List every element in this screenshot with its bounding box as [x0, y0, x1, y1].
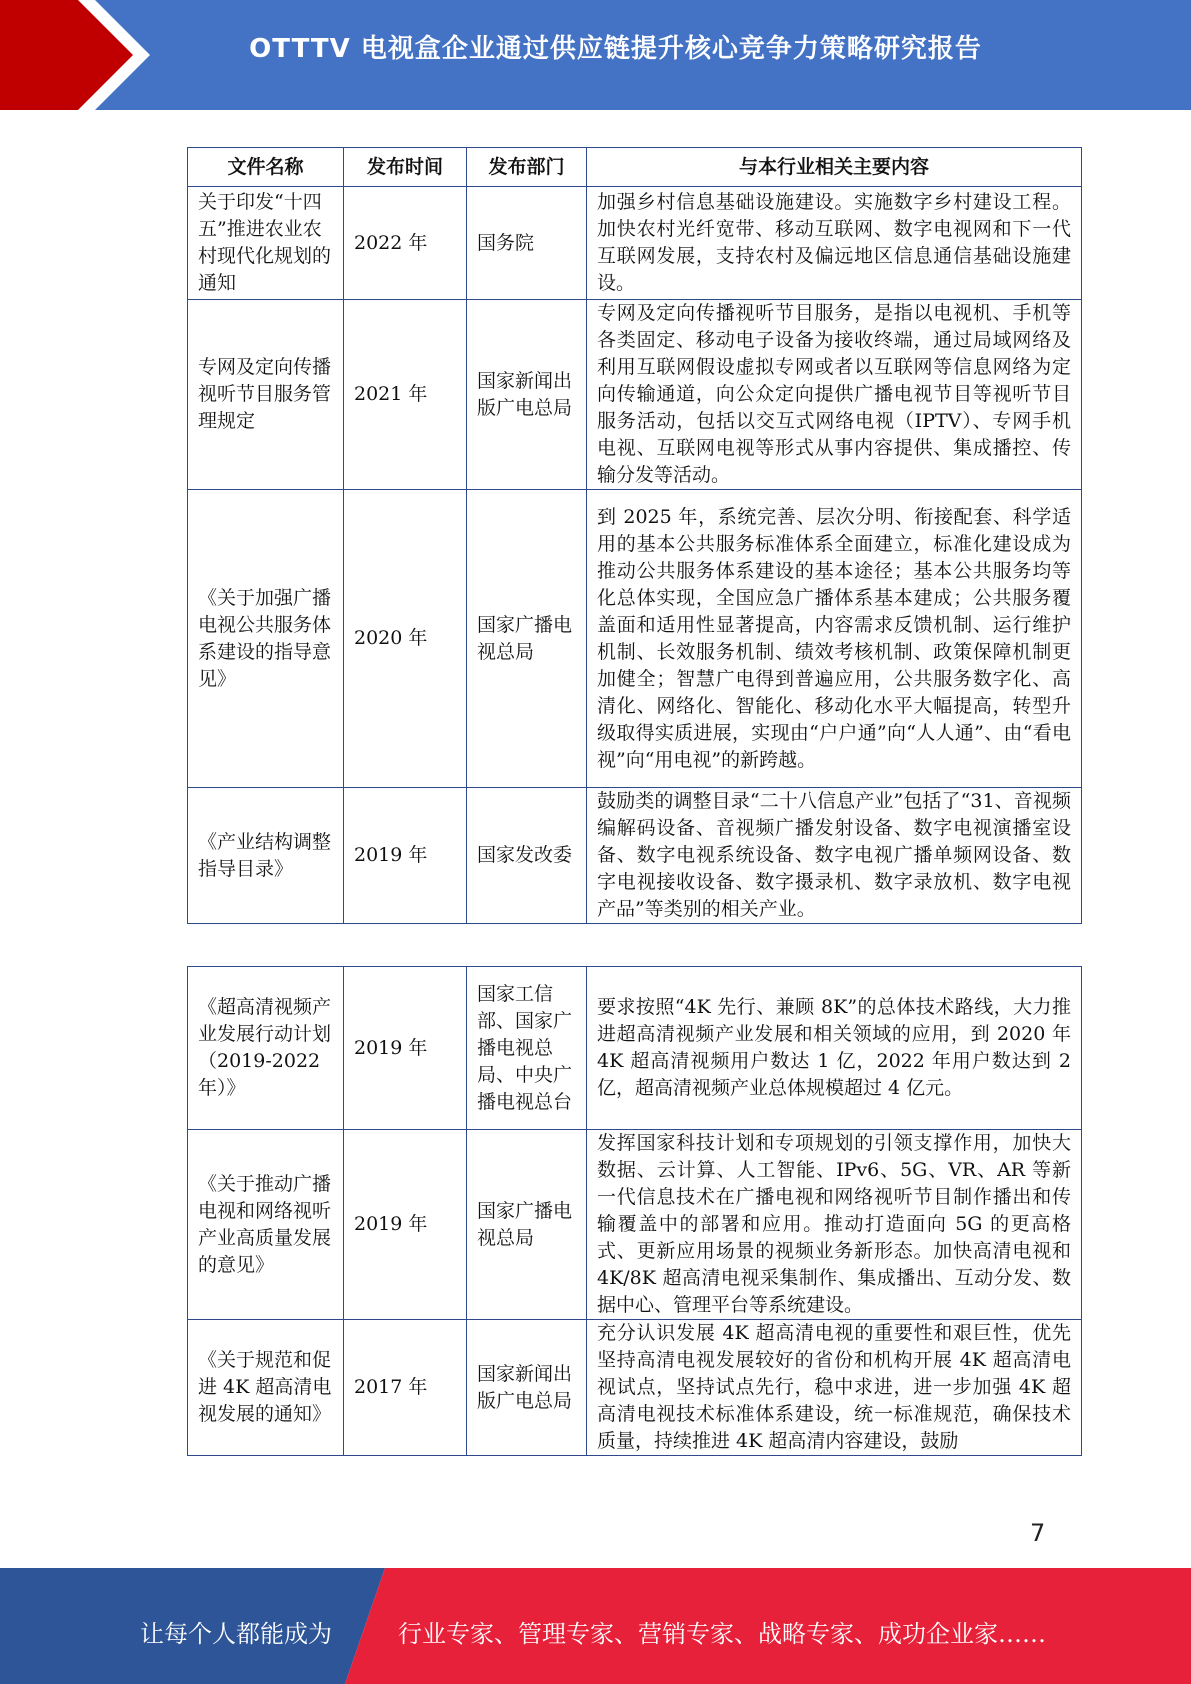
table-row: [188, 1130, 1082, 1320]
column-header-dept: 发布部门: [467, 148, 587, 187]
cell-content: 鼓励类的调整目录“二十八信息产业”包括了“31、音视频编解码设备、音视频广播发射设备、数字电视演播室设备、数字电视系统设备、数字电视广播单频网设备、数字电视接收设备、数字摄录机、数字录放机、数字电视产品”等类别的相关产业。: [587, 788, 1082, 924]
column-header-content: 与本行业相关主要内容: [587, 148, 1082, 187]
cell-year: 2019 年: [344, 967, 467, 1130]
cell-year: 2017 年: [344, 1320, 467, 1456]
cell-name: 《关于加强广播电视公共服务体系建设的指导意见》: [188, 490, 344, 788]
policy-table-part-2: [187, 966, 1082, 1456]
cell-name: 《关于推动广播电视和网络视听产业高质量发展的意见》: [188, 1130, 344, 1320]
table-row: [188, 187, 1082, 300]
table-row: [188, 490, 1082, 788]
cell-year: 2019 年: [344, 788, 467, 924]
footer-slogan-left: 让每个人都能成为: [140, 1620, 332, 1648]
column-header-name: 文件名称: [188, 148, 344, 187]
report-title: OTTTV 电视盒企业通过供应链提升核心竞争力策略研究报告: [249, 34, 982, 64]
cell-dept: 国务院: [467, 187, 587, 300]
policy-table-part-1: [187, 147, 1082, 924]
cell-name: 专网及定向传播视听节目服务管理规定: [188, 300, 344, 490]
footer-slogan-right: 行业专家、管理专家、营销专家、战略专家、成功企业家……: [398, 1620, 1046, 1648]
cell-year: 2020 年: [344, 490, 467, 788]
cell-dept: 国家工信部、国家广播电视总局、中央广播电视总台: [467, 967, 587, 1130]
cell-content: 发挥国家科技计划和专项规划的引领支撑作用，加快大数据、云计算、人工智能、IPv6、5G、VR、AR 等新一代信息技术在广播电视和网络视听节目制作播出和传输覆盖中的部署和应用。推动打造面向 5G 的更高格式、更新应用场景的视频业务新形态。加快高清电视和 4K/8K 超高清电视采集制作、集成播出、互动分发、数据中心、管理平台等系统建设。: [587, 1130, 1082, 1320]
column-header-year: 发布时间: [344, 148, 467, 187]
cell-name: 《关于规范和促进 4K 超高清电视发展的通知》: [188, 1320, 344, 1456]
table-row: [188, 300, 1082, 490]
cell-year: 2019 年: [344, 1130, 467, 1320]
table-row: [188, 788, 1082, 924]
cell-dept: 国家广播电视总局: [467, 1130, 587, 1320]
cell-year: 2022 年: [344, 187, 467, 300]
cell-dept: 国家广播电视总局: [467, 490, 587, 788]
cell-content: 充分认识发展 4K 超高清电视的重要性和艰巨性，优先坚持高清电视发展较好的省份和机构开展 4K 超高清电视试点，坚持试点先行，稳中求进，进一步加强 4K 超高清电视技术标准体系建设，统一标准规范，确保技术质量，持续推进 4K 超高清内容建设，鼓励: [587, 1320, 1082, 1456]
table-header-row: [188, 148, 1082, 187]
table-row: [188, 1320, 1082, 1456]
cell-name: 《产业结构调整指导目录》: [188, 788, 344, 924]
cell-name: 《超高清视频产业发展行动计划（2019-2022 年）》: [188, 967, 344, 1130]
table-row: [188, 967, 1082, 1130]
cell-content: 专网及定向传播视听节目服务，是指以电视机、手机等各类固定、移动电子设备为接收终端，通过局域网络及利用互联网假设虚拟专网或者以互联网等信息网络为定向传输通道，向公众定向提供广播电视节目等视听节目服务活动，包括以交互式网络电视（IPTV）、专网手机电视、互联网电视等形式从事内容提供、集成播控、传输分发等活动。: [587, 300, 1082, 490]
cell-dept: 国家发改委: [467, 788, 587, 924]
page-footer: [0, 1568, 1191, 1684]
page-number: 7: [1030, 1519, 1046, 1547]
cell-content: 加强乡村信息基础设施建设。实施数字乡村建设工程。加快农村光纤宽带、移动互联网、数字电视网和下一代互联网发展，支持农村及偏远地区信息通信基础设施建设。: [587, 187, 1082, 300]
cell-dept: 国家新闻出版广电总局: [467, 1320, 587, 1456]
page-header: [0, 0, 1191, 110]
cell-year: 2021 年: [344, 300, 467, 490]
cell-content: 要求按照“4K 先行、兼顾 8K”的总体技术路线，大力推进超高清视频产业发展和相关领域的应用，到 2020 年 4K 超高清视频用户数达 1 亿，2022 年用户数达到 2 亿，超高清视频产业总体规模超过 4 亿元。: [587, 967, 1082, 1130]
cell-content: 到 2025 年，系统完善、层次分明、衔接配套、科学适用的基本公共服务标准体系全面建立，标准化建设成为推动公共服务体系建设的基本途径；基本公共服务均等化总体实现，全国应急广播体系基本建成；公共服务覆盖面和适用性显著提高，内容需求反馈机制、运行维护机制、长效服务机制、绩效考核机制、政策保障机制更加健全；智慧广电得到普遍应用，公共服务数字化、高清化、网络化、智能化、移动化水平大幅提高，转型升级取得实质进展，实现由“户户通”向“人人通”、由“看电视”向“用电视”的新跨越。: [587, 490, 1082, 788]
cell-dept: 国家新闻出版广电总局: [467, 300, 587, 490]
cell-name: 关于印发“十四五”推进农业农村现代化规划的通知: [188, 187, 344, 300]
